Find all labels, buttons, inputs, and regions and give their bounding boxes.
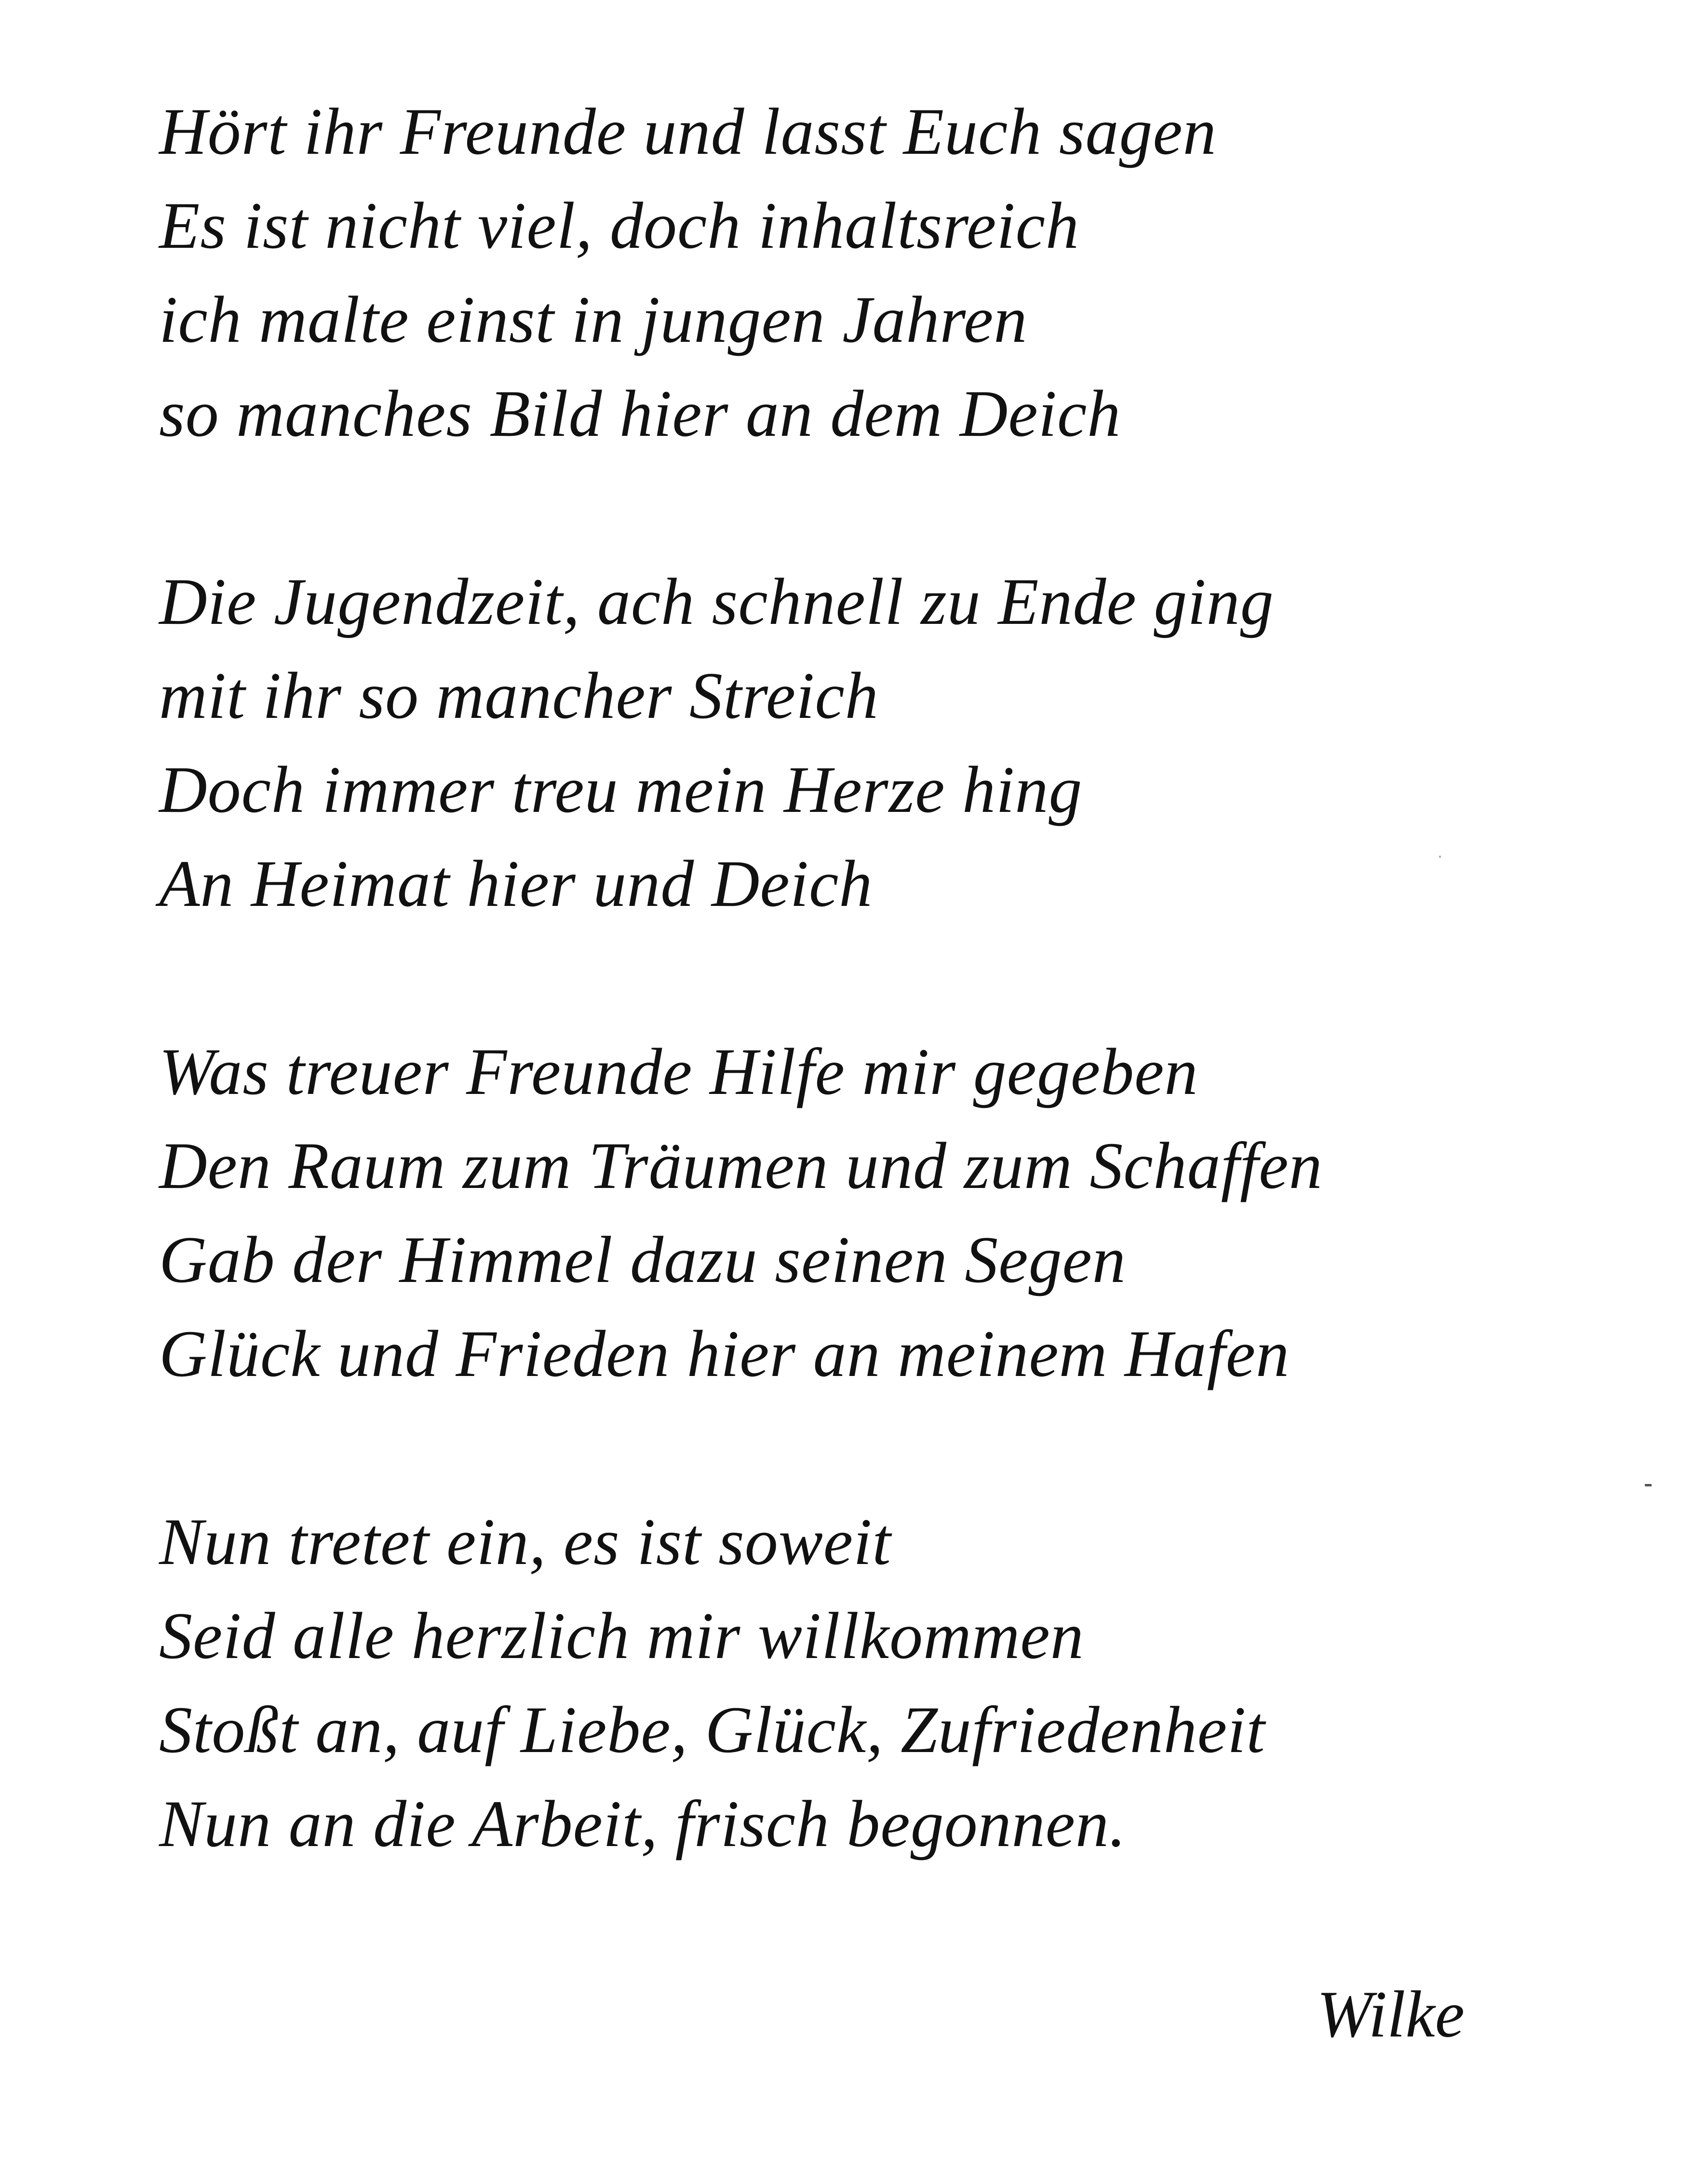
poem-line: Seid alle herzlich mir willkommen [159, 1599, 1084, 1672]
poem-line: ich malte einst in jungen Jahren [159, 283, 1028, 356]
poem-line: mit ihr so mancher Streich [159, 659, 879, 732]
poem-line: Gab der Himmel dazu seinen Segen [159, 1223, 1126, 1296]
stanza-2 [159, 554, 1605, 930]
poem-line: Nun tretet ein, es ist soweit [159, 1505, 891, 1578]
poem-line: Glück und Frieden hier an meinem Hafen [159, 1317, 1290, 1390]
poem-line: Die Jugendzeit, ach schnell zu Ende ging [159, 565, 1274, 638]
scan-speck [1439, 856, 1441, 858]
poem-line: Stoßt an, auf Liebe, Glück, Zufriedenheit [159, 1693, 1265, 1766]
poem-body [159, 84, 1605, 1871]
stanza-3 [159, 1025, 1605, 1401]
poem-line: An Heimat hier und Deich [159, 847, 873, 920]
signature: Wilke [1317, 1977, 1465, 2051]
poem-line: Es ist nicht viel, doch inhaltsreich [159, 189, 1079, 262]
poem-line: Den Raum zum Träumen und zum Schaffen [159, 1129, 1323, 1202]
poem-line: so manches Bild hier an dem Deich [159, 377, 1121, 450]
stanza-1 [159, 84, 1605, 460]
poem-line: Nun an die Arbeit, frisch begonnen. [159, 1787, 1127, 1861]
poem-line: Hört ihr Freunde und lasst Euch sagen [159, 94, 1217, 168]
scan-speck [1645, 1484, 1652, 1486]
poem-line: Doch immer treu mein Herze hing [159, 753, 1083, 826]
poem-line: Was treuer Freunde Hilfe mir gegeben [159, 1035, 1198, 1108]
stanza-4 [159, 1495, 1605, 1871]
